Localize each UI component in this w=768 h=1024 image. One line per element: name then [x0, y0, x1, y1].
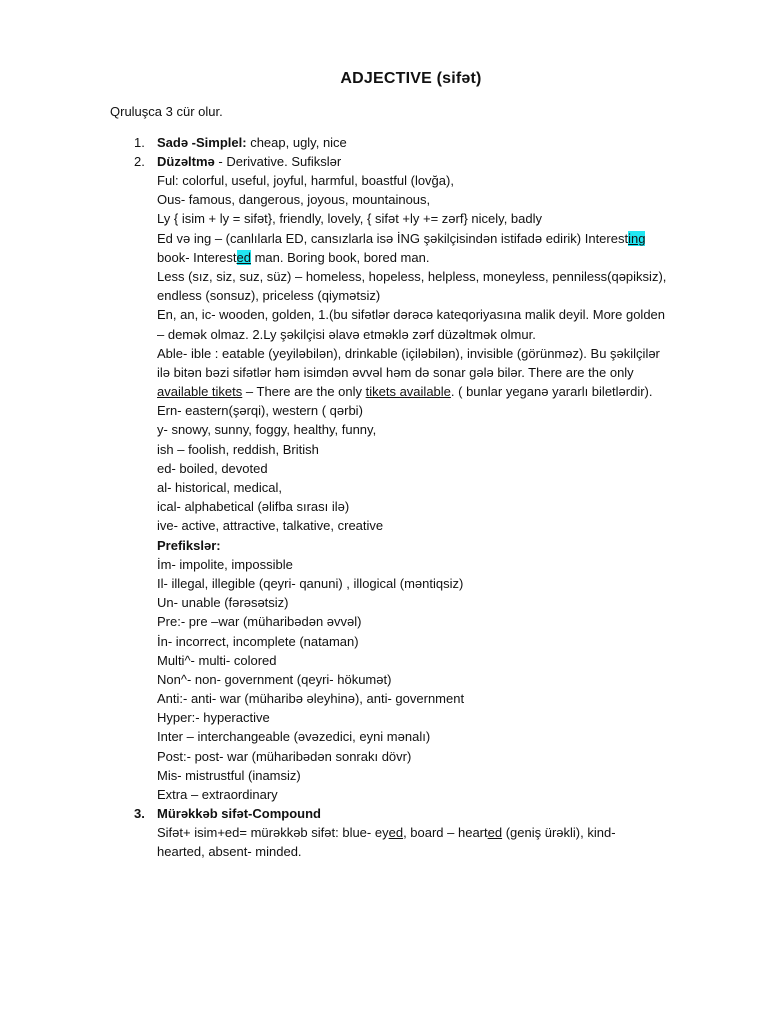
- text-line: hearted, absent- minded.: [157, 844, 302, 860]
- page-title: ADJECTIVE (sifət): [340, 70, 482, 87]
- list-number: 1.: [134, 135, 145, 150]
- text-line: [157, 823, 717, 842]
- item-body: - Derivative. Sufikslər: [214, 154, 342, 169]
- text-line: [157, 382, 717, 401]
- list-item-simple: [0, 133, 768, 152]
- list-number: 2.: [134, 154, 145, 169]
- item-body: cheap, ugly, nice: [246, 135, 347, 150]
- text-line: y- snowy, sunny, foggy, healthy, funny,: [157, 422, 377, 438]
- list-number: 3.: [134, 806, 145, 822]
- text-run: Sifət+ isim+ed= mürəkkəb sifət: blue- ey: [157, 825, 389, 841]
- numbered-list: [0, 133, 768, 862]
- text-run: (geniş ürəkli), kind-: [502, 825, 616, 841]
- text-line: Un- unable (fərəsətsiz): [157, 595, 289, 611]
- text-line: [157, 229, 717, 248]
- text-line: Ly { isim + ly = sifət}, friendly, lovely, { sifət +ly += zərf} nicely, badly: [157, 211, 542, 227]
- text-line: Able- ible : eatable (yeyiləbilən), drinkable (içiləbilən), invisible (görünməz). Bu şəkilçilər: [157, 345, 660, 361]
- text-line: Non^- non- government (qeyri- hökumət): [157, 671, 392, 687]
- text-line: Ful: colorful, useful, joyful, harmful, boastful (lovğa),: [157, 173, 454, 188]
- text-line: Mis- mistrustful (inamsiz): [157, 767, 301, 783]
- text-line: Post:- post- war (müharibədən sonrakı dövr): [157, 748, 412, 764]
- text-run: , board – heart: [403, 825, 488, 841]
- text-line: Pre:- pre –war (müharibədən əvvəl): [157, 614, 362, 630]
- text-line: ilə bitən bəzi sifətlər həm isimdən əvvəl həm də sonar gələ bilər. There are the only: [157, 364, 634, 380]
- item-heading: Düzəltmə: [157, 154, 215, 169]
- highlighted-suffix: ing: [628, 230, 646, 246]
- list-item-compound: [0, 804, 768, 823]
- text-line: Anti:- anti- war (müharibə əleyhinə), anti- government: [157, 691, 465, 707]
- text-line: Multi^- multi- colored: [157, 652, 277, 668]
- text-line: ed- boiled, devoted: [157, 460, 268, 476]
- text-run: – There are the only: [242, 384, 366, 400]
- text-line: Ern- eastern(şərqi), western ( qərbi): [157, 403, 363, 419]
- item-heading: Mürəkkəb sifət-Compound: [157, 806, 321, 822]
- text-line: [157, 248, 717, 267]
- text-run: man. Boring book, bored man.: [250, 249, 430, 265]
- text-line: İn- incorrect, incomplete (nataman): [157, 633, 359, 649]
- text-line: Extra – extraordinary: [157, 787, 278, 802]
- text-line: İm- impolite, impossible: [157, 556, 293, 572]
- underlined-phrase: available tikets: [157, 384, 243, 400]
- text-line: Il- illegal, illegible (qeyri- qanuni) , illogical (məntiqsiz): [157, 575, 464, 591]
- list-item-text: [157, 133, 347, 152]
- derivative-lines: [157, 171, 717, 804]
- list-item-derivative: [0, 152, 768, 171]
- underlined-phrase: tikets available: [365, 384, 451, 400]
- text-line: Hyper:- hyperactive: [157, 710, 270, 726]
- underlined-suffix: ed: [487, 825, 503, 841]
- text-line: En, an, ic- wooden, golden, 1.(bu sifətlər dərəcə kateqoriyasına malik deyil. More golden: [157, 307, 666, 323]
- underlined-suffix: ed: [388, 825, 404, 841]
- text-run: Ed və ing – (canlılarla ED, cansızlarla isə İNG şəkilçisindən istifadə edirik) Interest: [157, 230, 629, 246]
- text-line: – demək olmaz. 2.Ly şəkilçisi əlavə etməklə zərf düzəltmək olmur.: [157, 326, 536, 342]
- text-line: ive- active, attractive, talkative, creative: [157, 518, 384, 534]
- text-line: Less (sız, siz, suz, süz) – homeless, hopeless, helpless, moneyless, penniless(qəpiksiz),: [157, 268, 667, 284]
- text-line: endless (sonsuz), priceless (qiymətsiz): [157, 288, 381, 304]
- text-line: al- historical, medical,: [157, 480, 282, 495]
- intro-text: Qruluşca 3 cür olur.: [110, 104, 223, 119]
- text-line: ical- alphabetical (əlifba sırası ilə): [157, 499, 350, 515]
- item-heading: Sadə -Simplel:: [157, 135, 247, 150]
- text-run: . ( bunlar yeganə yararlı biletlərdir).: [450, 384, 653, 400]
- text-line: ish – foolish, reddish, British: [157, 441, 319, 457]
- text-line: Inter – interchangeable (əvəzedici, eyni mənalı): [157, 729, 431, 745]
- highlighted-suffix: ed: [236, 249, 251, 265]
- text-line: Ous- famous, dangerous, joyous, mountainous,: [157, 192, 431, 208]
- compound-lines: [157, 823, 717, 861]
- prefix-heading: Prefikslər:: [157, 537, 221, 553]
- text-run: book- Interest: [157, 249, 237, 265]
- list-item-text: [157, 152, 341, 171]
